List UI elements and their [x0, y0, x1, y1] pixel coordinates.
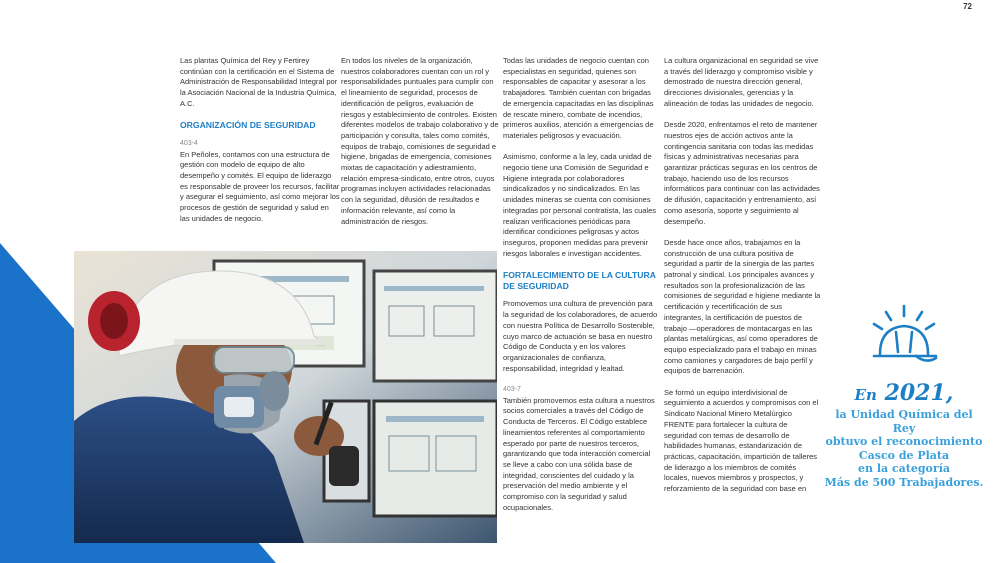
award-year-number: 2021,: [884, 380, 954, 406]
award-text-line: obtuvo el reconocimiento: [825, 435, 983, 448]
award-prefix: En: [854, 386, 877, 404]
text-column-4: [664, 56, 822, 495]
paragraph: Todas las unidades de negocio cuentan con especialistas en seguridad, quienes son responsables de capacitar y asesorar a los trabajadores. También cuentan con brigadas de emergencia capacitadas en las disciplinas de rescate minero, combate de incendios, primeros auxilios, atención a emergencias de materiales peligrosos y evacuación.: [503, 56, 654, 140]
section-heading-fortalecimiento: FORTALECIMIENTO DE LA CULTURA DE SEGURIDAD: [503, 270, 656, 291]
worker-photo: [74, 251, 497, 543]
paragraph: Promovemos una cultura de prevención para la seguridad de los colaboradores, de acuerdo con nuestra Política de Desarrollo Sostenible, cuyo marco de actuación se basa en nuestro Código de Conducta y en los valores organizacionales de confianza, responsabilidad, integridad y lealtad.: [503, 299, 658, 373]
section-heading-organizacion: ORGANIZACIÓN DE SEGURIDAD: [180, 120, 316, 131]
paragraph: La cultura organizacional en seguridad se vive a través del liderazgo y compromiso visible y demostrado de nuestra dirección general, direcciones divisionales, gerencias y la alineación de todas las unidades de negocio.: [664, 56, 819, 108]
paragraph: Se formó un equipo interdivisional de seguimiento a acuerdos y compromisos con el Sindicato Nacional Minero Metalúrgico FRENTE para fortalecer la cultura de seguridad con temas de desarrollo de habilidades humanas, estandarización de prácticas, capacitación, impartición de talleres de liderazgo a los miembros de comités locales, nuevos miembros y prospectos, y reforzamiento de la seguridad con base en: [664, 387, 819, 494]
paragraph: En Peñoles, contamos con una estructura de gestión con modelo de equipo de alto desempeño y comités. El equipo de liderazgo es responsable de proveer los recursos, facilitar y asegurar el seguimiento, así como mejorar los procesos de gestión de seguridad y salud en las unidades de negocio.: [180, 149, 340, 223]
paragraph: Desde 2020, enfrentamos el reto de mantener nuestros ejes de acción activos ante la contingencia sanitaria con todas las medidas físicas y administrativas necesarias para garantizar prácticas seguras en los centros de trabajo, haciendo uso de los recursos informáticos para continuar con las actividades de difusión, capacitación y entrenamiento, así como asesoría, soporte y seguimiento al desempeño.: [664, 120, 820, 226]
hard-hat-icon: [868, 302, 940, 374]
text-column-1: [180, 56, 340, 235]
paragraph: Las plantas Química del Rey y Fertirey continúan con la certificación en el Sistema de Administración de Responsabilidad Integral por la Asociación Nacional de la Industria Química, A.C.: [180, 56, 338, 108]
text-column-3: [503, 56, 659, 513]
award-year: [824, 380, 984, 408]
gri-code: 403-7: [503, 386, 521, 394]
paragraph: Asimismo, conforme a la ley, cada unidad de negocio tiene una Comisión de Seguridad e Higiene integrada por colaboradores sindicalizados y no sindicalizados. En las unidades mineras se cuenta con comisiones integradas por personal contratista, las cuales realizan verificaciones periódicas para identificar condiciones peligrosas y actos inseguros, proponen medidas para prevenir riesgos laborales e investigan accidentes.: [503, 152, 657, 258]
page-number: 72: [963, 2, 972, 11]
award-text-line: Casco de Plata: [858, 448, 950, 462]
award-text-line: en la categoría: [858, 462, 950, 475]
paragraph: También promovemos esta cultura a nuestros socios comerciales a través del Código de Conducta de Terceros. El Código establece lineamientos referentes al comportamiento esperado por parte de nuestros terceros, garantizando que toda interacción comercial se lleve a cabo con una sólida base de integridad, conscientes del cuidado y la preservación del medio ambiente y el compromiso con la seguridad y salud ocupacionales.: [503, 395, 655, 512]
gri-code: 403-4: [180, 139, 198, 147]
text-column-2: [341, 56, 499, 238]
award-text-line: Más de 500 Trabajadores.: [824, 475, 984, 489]
award-callout: [824, 302, 984, 489]
paragraph: En todos los niveles de la organización, nuestros colaboradores cuentan con un rol y responsabilidades puntuales para cumplir con el lineamiento de seguridad, procesos de identificación de peligros, evaluación de riesgos y establecimiento de controles. Existen diferentes modelos de trabajo colaborativo y de participación y consulta, tales como comités, equipos de trabajo, comisiones de seguridad e higiene, brigadas de emergencia, comisiones mixtas de capacitación y adiestramiento, relación empresa-sindicato, entre otros, cuyos programas incluyen actividades relacionadas con la seguridad, difusión de resultados e información relevante, así como la administración de riesgos.: [341, 56, 499, 226]
paragraph: Desde hace once años, trabajamos en la construcción de una cultura positiva de seguridad a partir de la sinergia de las partes patronal y sindical. Los principales avances y resultados son la profesionalización de las comisiones de seguridad e higiene mediante la certificación y recertificación de sus integrantes, la certificación de puestos de trabajo —operadores de montacargas en las plantas metalúrgicas, así como operadores de equipo especializado para el trabajo en minas como camiones y cargadores de bajo perfil y equipos de barrenación.: [664, 237, 821, 376]
award-text-line: la Unidad Química del Rey: [835, 408, 973, 435]
